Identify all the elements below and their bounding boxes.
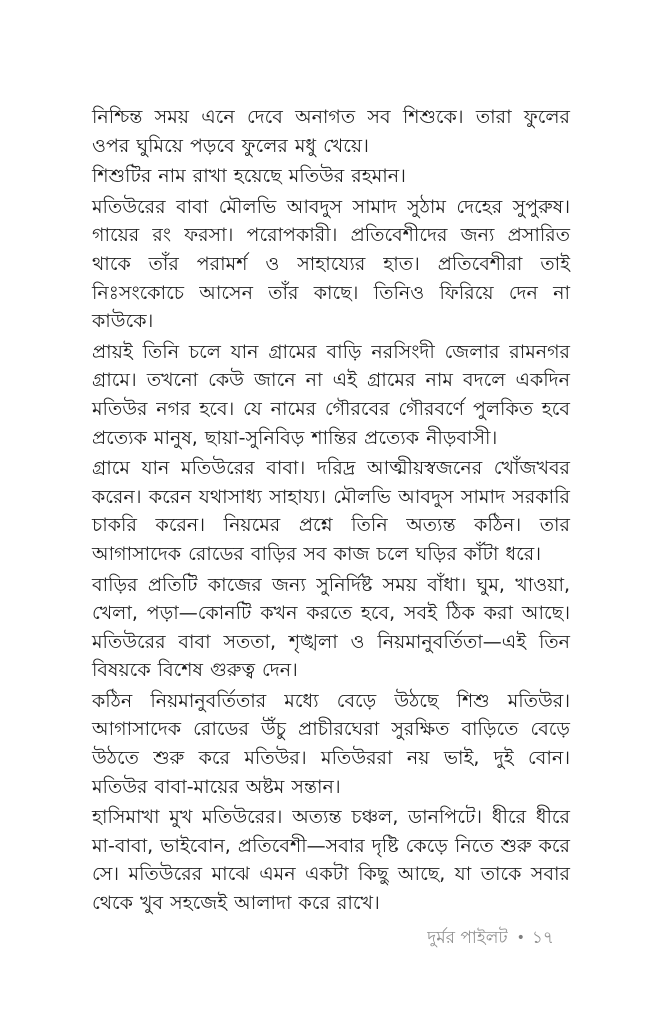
- page-number: ১৭: [531, 928, 554, 948]
- bullet-separator-icon: •: [516, 930, 525, 946]
- body-paragraph-3: মতিউরের বাবা মৌলভি আবদুস সামাদ সুঠাম দেহের সুপুরুষ। গায়ের রং ফরসা। পরোপকারী। প্রতিবেশীদের জন্য প্রসারিত থাকে তাঁর পরামর্শ ও সাহায্যের হাত। প্রতিবেশীরা তাই নিঃসংকোচে আসেন তাঁর কাছে। তিনিও ফিরিয়ে দেন না কাউকে।: [92, 195, 570, 333]
- body-paragraph-6: বাড়ির প্রতিটি কাজের জন্য সুনির্দিষ্ট সময় বাঁধা। ঘুম, খাওয়া, খেলা, পড়া—কোনটি কখন করতে হবে, সবই ঠিক করা আছে। মতিউরের বাবা সততা, শৃঙ্খলা ও নিয়মানুবর্তিতা—এই তিন বিষয়কে বিশেষ গুরুত্ব দেন।: [92, 573, 570, 682]
- page-text-block: [92, 103, 570, 920]
- body-paragraph-1: নিশ্চিন্ত সময় এনে দেবে অনাগত সব শিশুকে। তারা ফুলের ওপর ঘুমিয়ে পড়বে ফুলের মধু খেয়ে।: [92, 106, 570, 157]
- body-paragraph-8: হাসিমাখা মুখ মতিউরের। অত্যন্ত চঞ্চল, ডানপিটে। ধীরে ধীরে মা-বাবা, ভাইবোন, প্রতিবেশী—সবার দৃষ্টি কেড়ে নিতে শুরু করে সে। মতিউরের মাঝে এমন একটা কিছু আছে, যা তাকে সবার থেকে খুব সহজেই আলাদা করে রাখে।: [92, 806, 570, 915]
- body-paragraph-7: কঠিন নিয়মানুবর্তিতার মধ্যে বেড়ে উঠছে শিশু মতিউর। আগাসাদেক রোডের উঁচু প্রাচীরঘেরা সুরক্ষিত বাড়িতে বেড়ে উঠতে শুরু করে মতিউর। মতিউররা নয় ভাই, দুই বোন। মতিউর বাবা-মায়ের অষ্টম সন্তান।: [92, 689, 570, 798]
- book-title: দুর্মর পাইলট: [427, 928, 508, 948]
- body-paragraph-4: প্রায়ই তিনি চলে যান গ্রামের বাড়ি নরসিংদী জেলার রামনগর গ্রামে। তখনো কেউ জানে না এই গ্রামের নাম বদলে একদিন মতিউর নগর হবে। যে নামের গৌরবের গৌরবর্ণে পুলকিত হবে প্রত্যেক মানুষ, ছায়া-সুনিবিড় শান্তির প্রত্যেক নীড়বাসী।: [92, 340, 570, 449]
- page-footer: [92, 926, 554, 950]
- body-paragraph-5: গ্রামে যান মতিউরের বাবা। দরিদ্র আত্মীয়স্বজনের খোঁজখবর করেন। করেন যথাসাধ্য সাহায্য। মৌলভি আবদুস সামাদ সরকারি চাকরি করেন। নিয়মের প্রশ্নে তিনি অত্যন্ত কঠিন। তার আগাসাদেক রোডের বাড়ির সব কাজ চলে ঘড়ির কাঁটা ধরে।: [92, 457, 570, 565]
- body-paragraph-2: শিশুটির নাম রাখা হয়েছে মতিউর রহমান।: [92, 165, 406, 188]
